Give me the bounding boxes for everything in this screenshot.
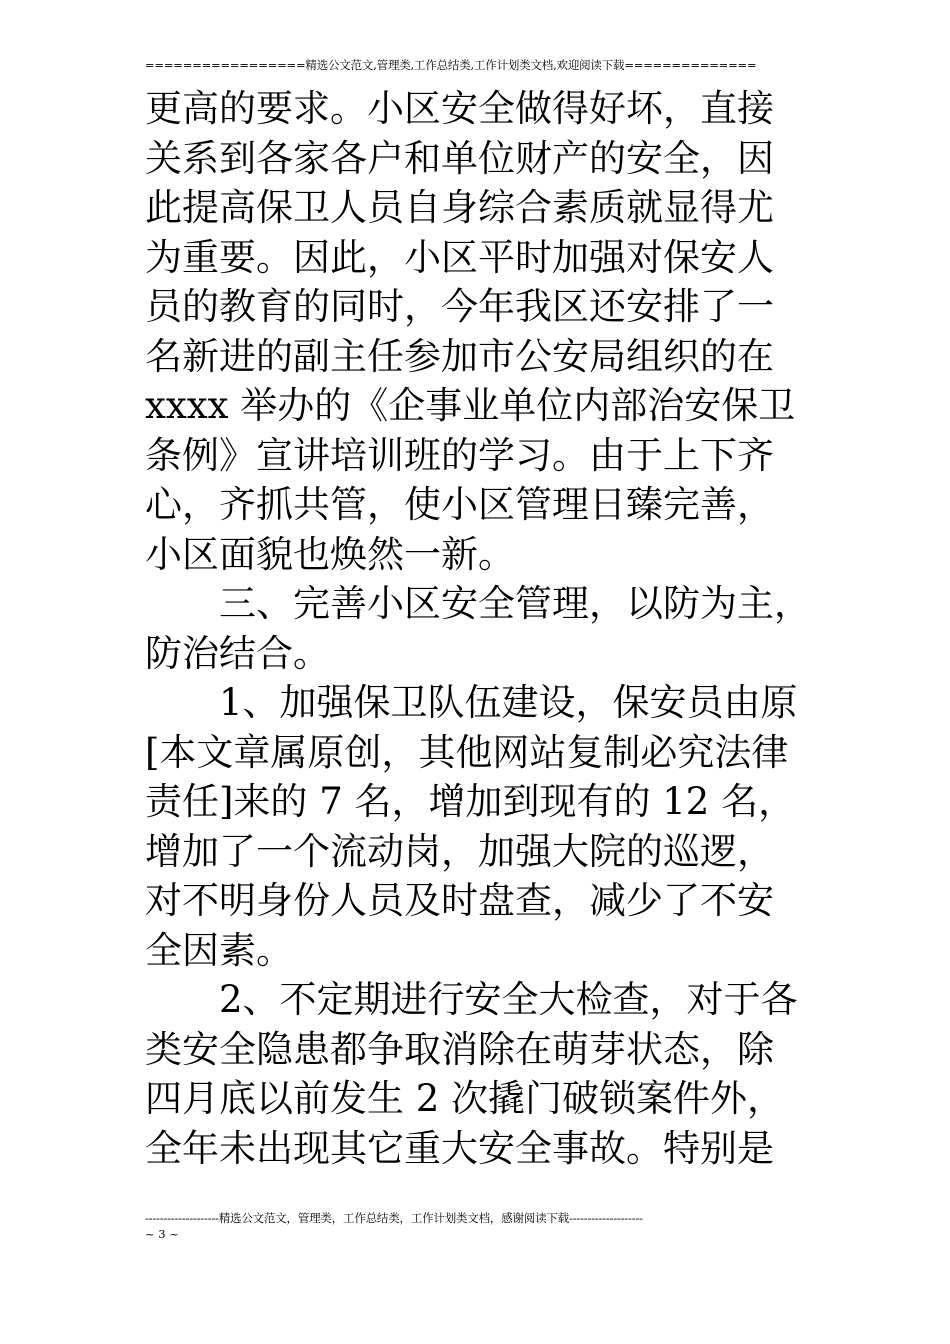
text-line: 增加了一个流动岗，加强大院的巡逻，	[145, 829, 774, 873]
page-number: ~ 3 ~	[145, 1227, 179, 1241]
text-line: xxxx 举办的《企事业单位内部治安保卫	[145, 384, 796, 427]
text-line: 员的教育的同时，今年我区还安排了一	[145, 285, 774, 328]
text-line: 心，齐抓共管，使小区管理日臻完善，	[145, 483, 774, 526]
text-line: 此提高保卫人员自身综合素质就显得尤	[145, 186, 774, 229]
header-banner: =================精选公文范文,管理类,工作总结类,工作计划类文档,欢迎阅读下载==============	[145, 58, 757, 72]
text-line: 条例》宣讲培训班的学习。由于上下齐	[145, 433, 774, 477]
text-line: 对不明身份人员及时盘查，减少了不安	[145, 879, 774, 922]
text-line: 更高的要求。小区安全做得好坏，直接	[145, 87, 774, 130]
text-line: 防治结合。	[145, 631, 330, 675]
text-line: 四月底以前发生 2 次撬门破锁案件外，	[145, 1077, 785, 1120]
text-line: 责任]来的 7 名，增加到现有的 12 名，	[145, 780, 796, 823]
text-line: [本文章属原创，其他网站复制必究法律	[145, 730, 789, 774]
paragraph-start: 2、不定期进行安全大检查，对于各	[219, 978, 798, 1021]
text-line: 小区面貌也焕然一新。	[145, 532, 515, 576]
text-line: 为重要。因此，小区平时加强对保安人	[145, 235, 774, 279]
document-body	[145, 84, 825, 1173]
text-line: 全年未出现其它重大安全事故。特别是	[145, 1126, 774, 1170]
footer-banner: --------------------精选公文范文，管理类，工作总结类，工作计划类文档，感谢阅读下载--------------------	[145, 1211, 643, 1225]
section-heading: 三、完善小区安全管理，以防为主，	[219, 582, 811, 625]
text-line: 全因素。	[145, 928, 293, 972]
paragraph-start: 1、加强保卫队伍建设，保安员由原	[219, 681, 798, 724]
text-line: 名新进的副主任参加市公安局组织的在	[145, 334, 774, 378]
text-line: 类安全隐患都争取消除在萌芽状态，除	[145, 1027, 774, 1071]
text-line: 关系到各家各户和单位财产的安全，因	[145, 136, 774, 180]
